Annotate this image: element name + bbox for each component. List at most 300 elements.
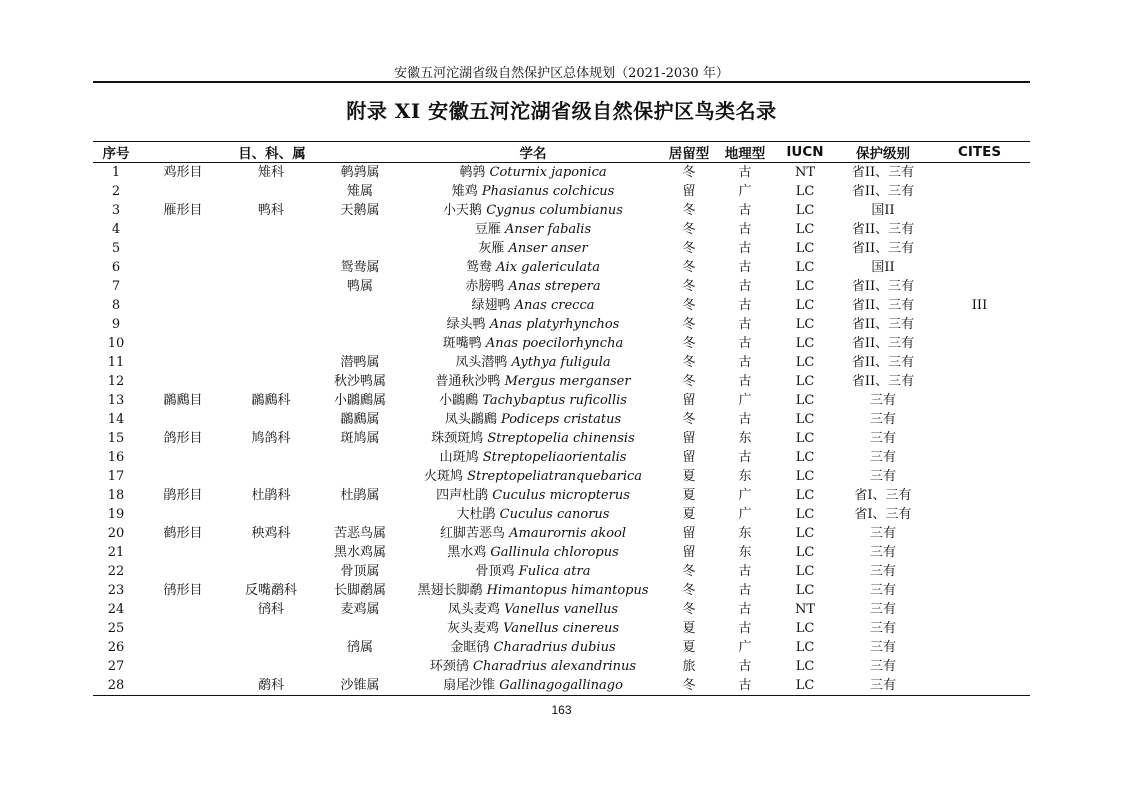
row-cites xyxy=(929,467,1030,486)
row-order xyxy=(139,467,227,486)
table-row xyxy=(93,657,1030,676)
species-scientific-name: Streptopelia chinensis xyxy=(487,431,635,446)
row-family xyxy=(227,258,315,277)
row-species-name xyxy=(405,600,661,619)
row-iucn: LC xyxy=(795,203,815,218)
species-scientific-name: Anas poecilorhyncha xyxy=(485,336,624,351)
species-chinese-name: 凤头麦鸡 xyxy=(447,602,500,617)
col-protection-level: 保护级别 xyxy=(837,142,929,163)
row-order: 鸊鷉目 xyxy=(163,393,203,408)
row-index: 20 xyxy=(107,526,125,541)
row-geo-type: 古 xyxy=(738,165,752,180)
table-row xyxy=(93,410,1030,429)
row-residence-type: 冬 xyxy=(682,374,696,389)
row-cites xyxy=(929,581,1030,600)
row-genus: 杜鹃属 xyxy=(340,488,380,503)
row-cites xyxy=(929,372,1030,391)
species-chinese-name: 扇尾沙锥 xyxy=(443,678,496,693)
species-scientific-name: Anas platyrhynchos xyxy=(489,317,620,332)
row-family xyxy=(227,353,315,372)
row-species-name xyxy=(405,353,661,372)
species-chinese-name: 金眶鸻 xyxy=(450,640,490,655)
row-protection-level: 三有 xyxy=(869,393,896,408)
row-protection-level: 国II xyxy=(871,260,895,275)
row-species-name xyxy=(405,277,661,296)
row-index: 5 xyxy=(111,241,121,256)
row-family xyxy=(227,657,315,676)
table-row xyxy=(93,581,1030,600)
row-species-name xyxy=(405,657,661,676)
row-iucn: LC xyxy=(773,676,837,696)
species-scientific-name: Anas crecca xyxy=(514,298,595,313)
row-geo-type: 广 xyxy=(738,184,752,199)
row-index: 22 xyxy=(107,564,125,579)
species-scientific-name: Cygnus columbianus xyxy=(486,203,623,218)
row-cites xyxy=(929,239,1030,258)
row-genus: 潜鸭属 xyxy=(340,355,380,370)
row-residence-type: 冬 xyxy=(682,602,696,617)
row-order: 鸻形目 xyxy=(163,583,203,598)
row-residence-type: 夏 xyxy=(682,640,696,655)
row-residence-type: 冬 xyxy=(682,203,696,218)
row-species-name xyxy=(405,562,661,581)
row-residence-type: 冬 xyxy=(682,241,696,256)
row-residence-type: 冬 xyxy=(682,564,696,579)
table-row xyxy=(93,220,1030,239)
row-species-name xyxy=(405,448,661,467)
appendix-title: 附录 XI 安徽五河沱湖省级自然保护区鸟类名录 xyxy=(346,99,777,123)
row-geo-type: 古 xyxy=(738,260,752,275)
row-species-name xyxy=(405,429,661,448)
row-protection-level: 三有 xyxy=(869,602,896,617)
row-family xyxy=(227,182,315,201)
species-chinese-name: 凤头潜鸭 xyxy=(455,355,508,370)
row-family xyxy=(227,277,315,296)
row-order xyxy=(139,676,227,696)
row-protection-level: 三有 xyxy=(837,676,929,696)
species-chinese-name: 红脚苦恶鸟 xyxy=(439,526,505,541)
row-order: 鸡形目 xyxy=(163,165,203,180)
row-species-name xyxy=(405,524,661,543)
row-genus xyxy=(315,296,405,315)
table-row xyxy=(93,163,1030,183)
row-iucn: LC xyxy=(795,450,815,465)
species-chinese-name: 豆雁 xyxy=(474,222,501,237)
row-residence-type: 留 xyxy=(682,450,696,465)
row-protection-level: 三有 xyxy=(869,412,896,427)
row-genus xyxy=(315,315,405,334)
row-family xyxy=(227,239,315,258)
species-chinese-name: 四声杜鹃 xyxy=(436,488,489,503)
row-cites xyxy=(929,657,1030,676)
row-index: 11 xyxy=(107,355,125,370)
row-genus: 长脚鹬属 xyxy=(333,583,386,598)
row-genus xyxy=(315,505,405,524)
row-residence-type: 夏 xyxy=(682,507,696,522)
table-row xyxy=(93,315,1030,334)
species-scientific-name: Amaurornis akool xyxy=(509,526,627,541)
row-iucn: LC xyxy=(795,469,815,484)
row-residence-type: 留 xyxy=(682,545,696,560)
row-index: 26 xyxy=(107,640,125,655)
row-species-name xyxy=(405,201,661,220)
row-index: 18 xyxy=(107,488,125,503)
row-residence-type: 冬 xyxy=(682,412,696,427)
row-residence-type: 旅 xyxy=(682,659,696,674)
row-residence-type: 冬 xyxy=(682,355,696,370)
species-scientific-name: Vanellus cinereus xyxy=(503,621,620,636)
row-geo-type: 古 xyxy=(738,621,752,636)
species-scientific-name: Vanellus vanellus xyxy=(504,602,619,617)
table-row xyxy=(93,562,1030,581)
row-cites xyxy=(929,429,1030,448)
table-row xyxy=(93,486,1030,505)
row-geo-type: 古 xyxy=(738,241,752,256)
row-residence-type: 冬 xyxy=(682,279,696,294)
species-chinese-name: 大杜鹃 xyxy=(456,507,496,522)
row-protection-level: 国II xyxy=(871,203,895,218)
row-protection-level: 省II、三有 xyxy=(851,279,915,294)
row-species-name xyxy=(405,467,661,486)
row-family: 鸭科 xyxy=(257,203,284,218)
row-residence-type: 冬 xyxy=(682,222,696,237)
row-family: 杜鹃科 xyxy=(251,488,291,503)
species-chinese-name: 珠颈斑鸠 xyxy=(431,431,484,446)
table-body xyxy=(93,163,1030,696)
species-scientific-name: Coturnix japonica xyxy=(489,165,607,180)
row-species-name xyxy=(405,676,661,696)
row-iucn: LC xyxy=(795,374,815,389)
row-protection-level: 省II、三有 xyxy=(851,317,915,332)
row-protection-level: 三有 xyxy=(869,621,896,636)
row-species-name xyxy=(405,182,661,201)
row-iucn: LC xyxy=(795,393,815,408)
row-geo-type: 古 xyxy=(738,222,752,237)
row-protection-level: 省II、三有 xyxy=(851,374,915,389)
col-taxonomy: 目、科、属 xyxy=(139,142,405,163)
row-index: 17 xyxy=(107,469,125,484)
row-family: 鸊鷉科 xyxy=(251,393,291,408)
row-cites xyxy=(929,638,1030,657)
col-cites: CITES xyxy=(929,142,1030,163)
row-genus: 雉属 xyxy=(346,184,373,199)
row-iucn: LC xyxy=(795,583,815,598)
row-index: 25 xyxy=(107,621,125,636)
row-cites xyxy=(929,524,1030,543)
species-chinese-name: 绿翅鸭 xyxy=(471,298,511,313)
species-chinese-name: 赤膀鸭 xyxy=(465,279,505,294)
table-row xyxy=(93,258,1030,277)
row-protection-level: 省I、三有 xyxy=(854,488,912,503)
row-family: 鸠鸽科 xyxy=(251,431,291,446)
row-iucn: LC xyxy=(795,431,815,446)
row-family xyxy=(227,562,315,581)
row-protection-level: 三有 xyxy=(869,469,896,484)
col-index: 序号 xyxy=(93,142,139,163)
species-scientific-name: Fulica atra xyxy=(518,564,591,579)
row-iucn: LC xyxy=(795,260,815,275)
row-residence-type: 留 xyxy=(682,431,696,446)
row-family: 鹬科 xyxy=(227,676,315,696)
row-protection-level: 省II、三有 xyxy=(851,184,915,199)
species-scientific-name: Anser anser xyxy=(508,241,588,256)
row-protection-level: 省II、三有 xyxy=(851,241,915,256)
table-row xyxy=(93,524,1030,543)
species-chinese-name: 小鸊鷉 xyxy=(439,393,479,408)
row-index: 15 xyxy=(107,431,125,446)
row-species-name xyxy=(405,220,661,239)
row-species-name xyxy=(405,296,661,315)
row-iucn: LC xyxy=(795,222,815,237)
row-residence-type: 留 xyxy=(682,184,696,199)
row-order xyxy=(139,315,227,334)
row-family: 反嘴鹬科 xyxy=(244,583,297,598)
table-row xyxy=(93,619,1030,638)
row-iucn: LC xyxy=(795,640,815,655)
row-index: 6 xyxy=(111,260,121,275)
row-order xyxy=(139,353,227,372)
row-residence-type: 冬 xyxy=(682,298,696,313)
row-protection-level: 三有 xyxy=(869,545,896,560)
row-species-name xyxy=(405,638,661,657)
row-cites xyxy=(929,410,1030,429)
species-chinese-name: 绿头鸭 xyxy=(446,317,486,332)
table-row xyxy=(93,353,1030,372)
species-scientific-name: Charadrius alexandrinus xyxy=(473,659,637,674)
species-scientific-name: Cuculus micropterus xyxy=(492,488,630,503)
row-residence-type: 夏 xyxy=(682,621,696,636)
row-family xyxy=(227,505,315,524)
row-geo-type: 古 xyxy=(738,564,752,579)
row-genus: 沙锥属 xyxy=(315,676,405,696)
species-chinese-name: 黑水鸡 xyxy=(447,545,487,560)
row-protection-level: 三有 xyxy=(869,640,896,655)
row-geo-type: 古 xyxy=(717,676,773,696)
row-genus xyxy=(315,239,405,258)
species-scientific-name: Streptopeliaorientalis xyxy=(482,450,627,465)
row-protection-level: 三有 xyxy=(869,659,896,674)
row-iucn: NT xyxy=(794,602,816,617)
row-family xyxy=(227,296,315,315)
row-geo-type: 东 xyxy=(738,526,752,541)
row-cites xyxy=(929,448,1030,467)
row-genus xyxy=(315,467,405,486)
table-row xyxy=(93,239,1030,258)
row-family xyxy=(227,410,315,429)
row-genus: 骨顶属 xyxy=(340,564,380,579)
table-row xyxy=(93,334,1030,353)
row-residence-type: 冬 xyxy=(682,165,696,180)
row-order xyxy=(139,619,227,638)
row-geo-type: 广 xyxy=(738,640,752,655)
row-index: 12 xyxy=(107,374,125,389)
row-protection-level: 三有 xyxy=(869,431,896,446)
row-genus: 麦鸡属 xyxy=(340,602,380,617)
page-number: 163 xyxy=(551,703,572,717)
species-scientific-name: Himantopus himantopus xyxy=(486,583,649,598)
row-geo-type: 古 xyxy=(738,317,752,332)
row-index: 16 xyxy=(107,450,125,465)
row-species-name xyxy=(405,543,661,562)
row-index: 8 xyxy=(111,298,121,313)
row-genus: 天鹅属 xyxy=(340,203,380,218)
row-protection-level: 三有 xyxy=(869,564,896,579)
row-index: 23 xyxy=(107,583,125,598)
row-geo-type: 古 xyxy=(738,203,752,218)
row-iucn: LC xyxy=(795,279,815,294)
row-index: 7 xyxy=(111,279,121,294)
row-iucn: LC xyxy=(795,564,815,579)
row-protection-level: 省II、三有 xyxy=(851,336,915,351)
table-row xyxy=(93,182,1030,201)
row-index: 13 xyxy=(107,393,125,408)
row-protection-level: 省II、三有 xyxy=(851,165,915,180)
row-order xyxy=(139,600,227,619)
row-order xyxy=(139,410,227,429)
row-index: 21 xyxy=(107,545,125,560)
row-cites xyxy=(929,676,1030,696)
row-genus: 鸊鷉属 xyxy=(340,412,380,427)
table-row xyxy=(93,600,1030,619)
table-row xyxy=(93,296,1030,315)
row-family xyxy=(227,543,315,562)
row-genus xyxy=(315,619,405,638)
table-row xyxy=(93,467,1030,486)
row-species-name xyxy=(405,486,661,505)
row-order xyxy=(139,182,227,201)
row-order xyxy=(139,239,227,258)
species-chinese-name: 鸳鸯 xyxy=(466,260,493,275)
row-family xyxy=(227,334,315,353)
row-geo-type: 广 xyxy=(738,507,752,522)
row-geo-type: 古 xyxy=(738,583,752,598)
row-residence-type: 冬 xyxy=(682,260,696,275)
row-iucn: NT xyxy=(794,165,816,180)
row-order xyxy=(139,334,227,353)
row-genus xyxy=(315,448,405,467)
row-iucn: LC xyxy=(795,336,815,351)
row-order xyxy=(139,277,227,296)
row-genus xyxy=(315,220,405,239)
row-cites xyxy=(929,619,1030,638)
row-index: 4 xyxy=(111,222,121,237)
row-genus: 斑鸠属 xyxy=(340,431,380,446)
row-family: 雉科 xyxy=(257,165,284,180)
species-scientific-name: Gallinula chloropus xyxy=(490,545,619,560)
table-row xyxy=(93,448,1030,467)
row-protection-level: 省II、三有 xyxy=(851,222,915,237)
row-genus: 苦恶鸟属 xyxy=(333,526,386,541)
species-scientific-name: Charadrius dubius xyxy=(493,640,616,655)
species-scientific-name: Anser fabalis xyxy=(505,222,592,237)
species-chinese-name: 凤头鸊鷉 xyxy=(444,412,497,427)
species-scientific-name: Anas strepera xyxy=(508,279,601,294)
row-cites xyxy=(929,353,1030,372)
row-geo-type: 古 xyxy=(738,298,752,313)
row-iucn: LC xyxy=(795,526,815,541)
row-cites xyxy=(929,505,1030,524)
row-cites xyxy=(929,315,1030,334)
row-genus: 小鸊鷉属 xyxy=(333,393,386,408)
row-index: 19 xyxy=(107,507,125,522)
row-genus xyxy=(315,334,405,353)
row-protection-level: 省II、三有 xyxy=(851,298,915,313)
table-row xyxy=(93,676,1030,696)
row-order xyxy=(139,448,227,467)
row-residence-type: 冬 xyxy=(661,676,717,696)
row-iucn: LC xyxy=(795,412,815,427)
species-chinese-name: 火斑鸠 xyxy=(423,469,463,484)
row-genus: 黑水鸡属 xyxy=(333,545,386,560)
row-residence-type: 冬 xyxy=(682,336,696,351)
species-chinese-name: 山斑鸠 xyxy=(439,450,479,465)
row-iucn: LC xyxy=(795,184,815,199)
row-family xyxy=(227,372,315,391)
row-order: 鹃形目 xyxy=(163,488,203,503)
table-row xyxy=(93,505,1030,524)
row-index: 14 xyxy=(107,412,125,427)
row-index: 27 xyxy=(107,659,125,674)
row-species-name xyxy=(405,315,661,334)
row-order xyxy=(139,220,227,239)
table-row xyxy=(93,391,1030,410)
row-cites xyxy=(929,600,1030,619)
row-species-name xyxy=(405,334,661,353)
bird-list-table xyxy=(93,141,1030,696)
row-genus: 秋沙鸭属 xyxy=(333,374,386,389)
row-index: 24 xyxy=(107,602,125,617)
row-species-name xyxy=(405,581,661,600)
row-iucn: LC xyxy=(795,488,815,503)
row-family xyxy=(227,315,315,334)
row-iucn: LC xyxy=(795,241,815,256)
row-iucn: LC xyxy=(795,298,815,313)
row-index: 1 xyxy=(111,165,121,180)
row-geo-type: 古 xyxy=(738,412,752,427)
species-chinese-name: 灰头麦鸡 xyxy=(446,621,499,636)
row-geo-type: 古 xyxy=(738,336,752,351)
row-index: 28 xyxy=(93,676,139,696)
row-family xyxy=(227,220,315,239)
row-protection-level: 省II、三有 xyxy=(851,355,915,370)
row-family xyxy=(227,638,315,657)
row-iucn: LC xyxy=(795,659,815,674)
running-header: 安徽五河沱湖省级自然保护区总体规划（2021-2030 年） xyxy=(394,66,729,81)
row-protection-level: 省I、三有 xyxy=(854,507,912,522)
row-cites xyxy=(929,220,1030,239)
species-scientific-name: Tachybaptus ruficollis xyxy=(482,393,627,408)
row-species-name xyxy=(405,505,661,524)
row-residence-type: 夏 xyxy=(682,488,696,503)
species-chinese-name: 环颈鸻 xyxy=(429,659,469,674)
row-geo-type: 古 xyxy=(738,450,752,465)
row-family: 鸻科 xyxy=(257,602,284,617)
species-scientific-name: Gallinagogallinago xyxy=(499,678,623,693)
col-scientific-name: 学名 xyxy=(405,142,661,163)
col-residence-type: 居留型 xyxy=(661,142,717,163)
row-cites xyxy=(929,562,1030,581)
species-chinese-name: 黑翅长脚鹬 xyxy=(417,583,483,598)
row-family xyxy=(227,467,315,486)
row-iucn: LC xyxy=(795,355,815,370)
table-row xyxy=(93,638,1030,657)
row-order: 鹤形目 xyxy=(163,526,203,541)
row-species-name xyxy=(405,258,661,277)
species-chinese-name: 普通秋沙鸭 xyxy=(435,374,501,389)
table-row xyxy=(93,543,1030,562)
row-geo-type: 古 xyxy=(738,374,752,389)
species-scientific-name: Podiceps cristatus xyxy=(500,412,622,427)
